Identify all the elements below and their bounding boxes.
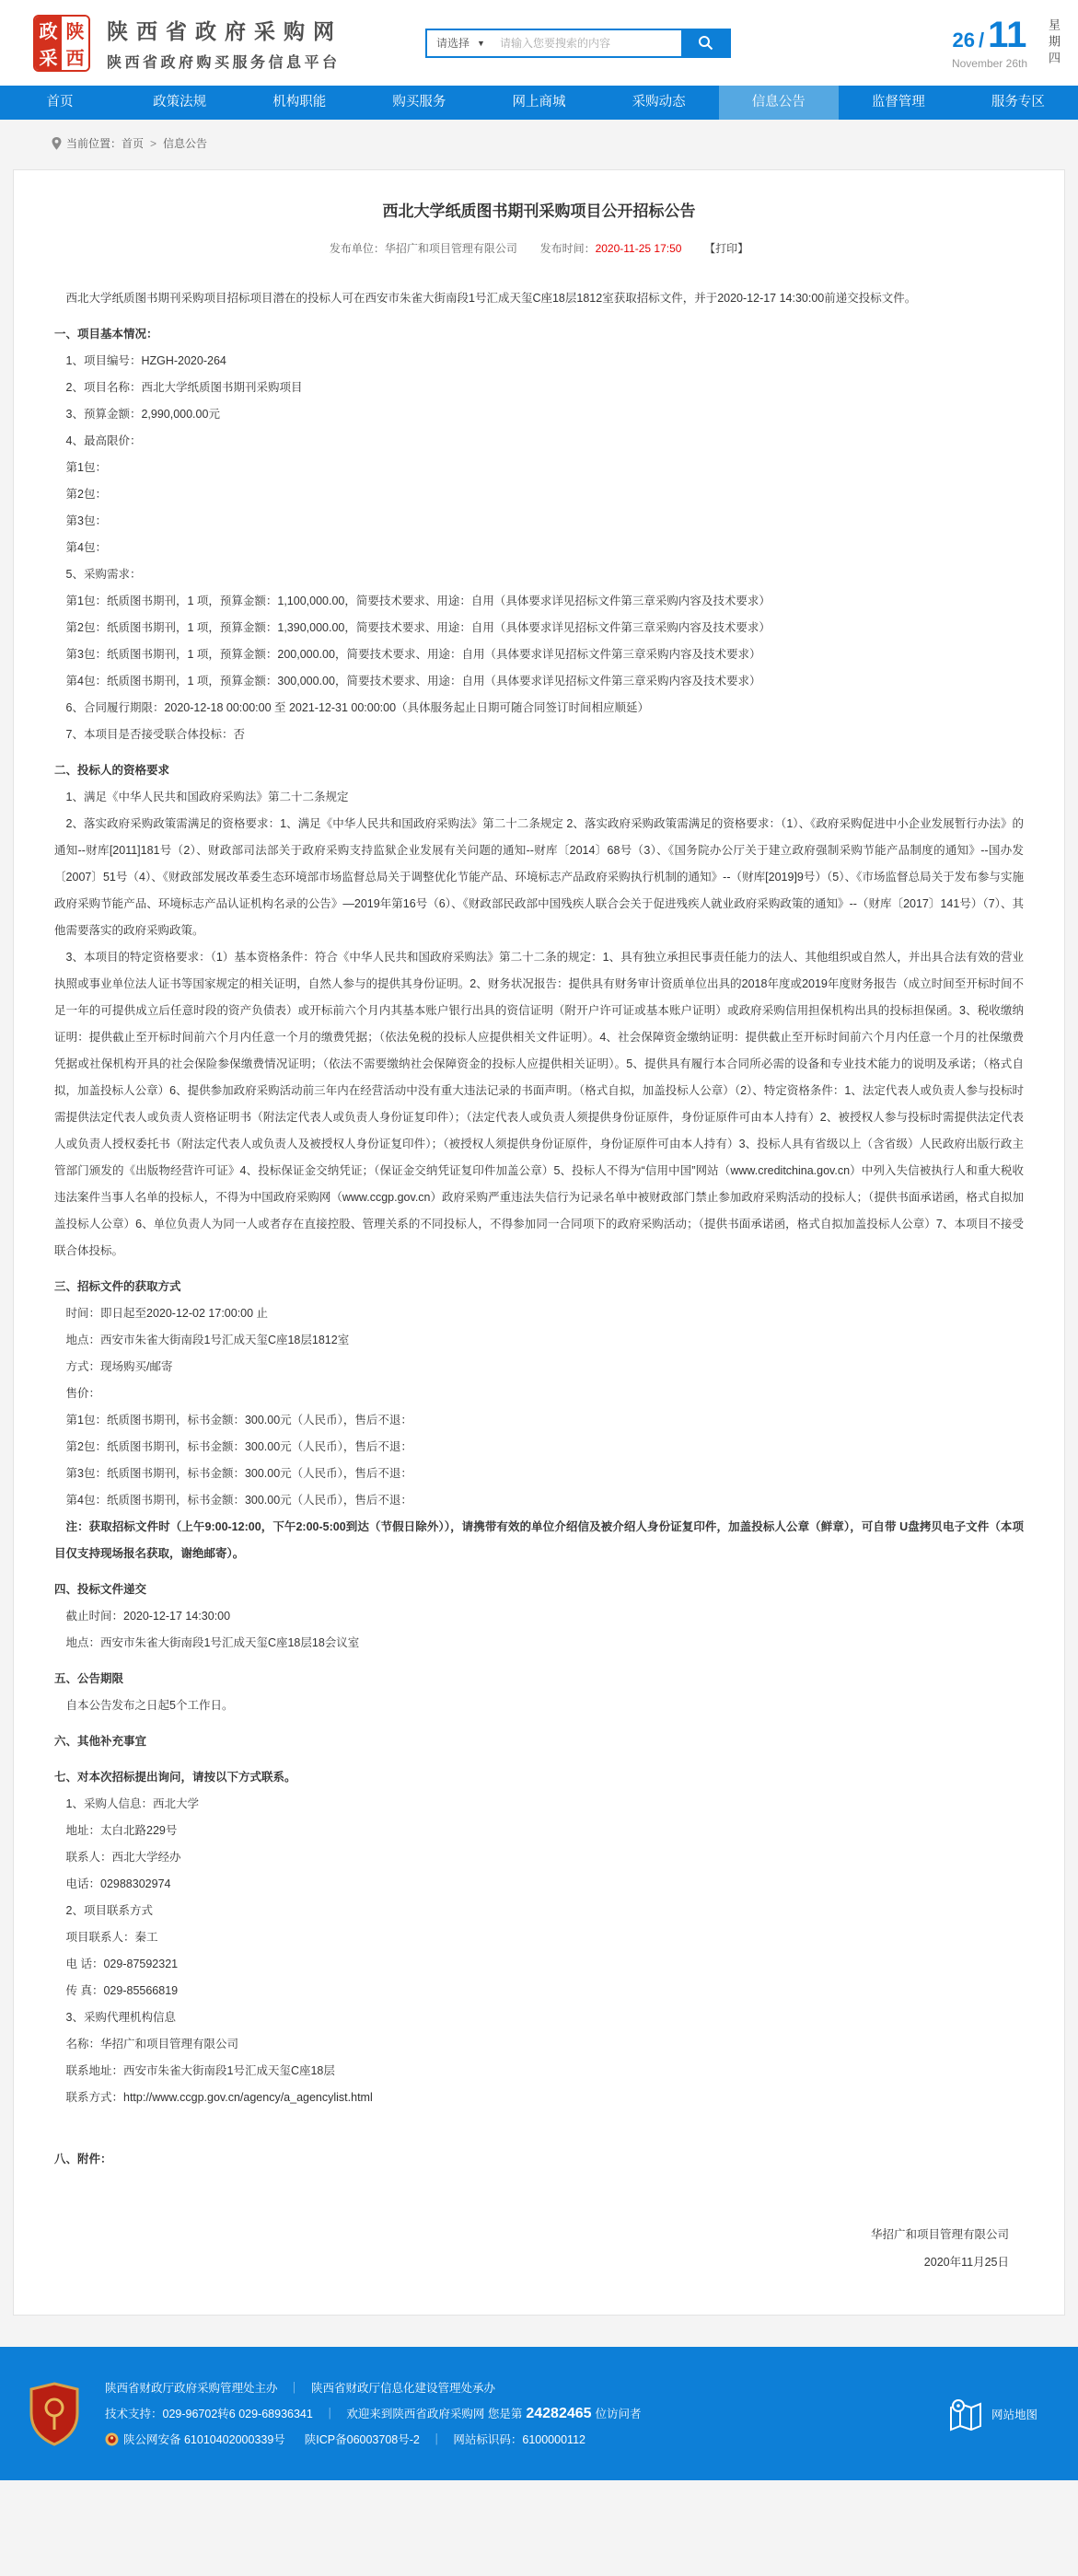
search-bar (425, 29, 731, 58)
section-heading: 三、招标文件的获取方式 (54, 1280, 181, 1293)
body-line: 3、本项目的特定资格要求：（1）基本资格条件：符合《中华人民共和国政府采购法》第二十二条的规定：1、具有独立承担民事责任能力的法人、其他组织或自然人，并出具合法有效的营业执照或事业单位法人证书等国家规定的相关证明，自然人参与的提供其身份证明。2、财务状况报告：提供具有财务审计资质单位出具的2018年度或2019年度财务报告（成立时间至开标时间不足一年的可提供成立后任意时段的资产负债表）或开标前六个月内其基本账户银行出具的资信证明（附开户许可证或基本账户证明）或政府采购信用担保机构出具的投标担保函。3、税收缴纳证明：提供截止至开标时间前六个月内任意一个月的缴费凭据；（依法免税的投标人应提供相关文件证明）。4、社会保障资金缴纳证明：提供截止至开标时间前六个月内任意一个月的社保缴费凭据或社保机构开具的社会保险参保缴费情况证明；（依法不需要缴纳社会保障资金的投标人应提供相关证明）。5、提供具有履行本合同所必需的设备和专业技术能力的说明及承诺；（格式自拟，加盖投标人公章）6、提供参加政府采购活动前三年内在经营活动中没有重大违法记录的书面声明。（格式自拟，加盖投标人公章）（2）、特定资格条件：1、法定代表人或负责人参与投标时需提供法定代表人或负责人资格证明书（附法定代表人或负责人身份证复印件）；（法定代表人或负责人须提供身份证原件，身份证原件可由本人持有）2、被授权人参与投标时需提供法定代表人或负责人授权委托书（附法定代表人或负责人及被授权人身份证复印件）；（被授权人须提供身份证原件，身份证原件可由本人持有）3、投标人具有省级以上（含省级）人民政府出版行政主管部门颁发的《出版物经营许可证》4、投标保证金交纳凭证；（保证金交纳凭证复印件加盖公章）5、投标人不得为“信用中国”网站（www.creditchina.gov.cn）中列入失信被执行人和重大税收违法案件当事人名单的投标人，不得为中国政府采购网（www.ccgp.gov.cn）政府采购严重违法失信行为记录名单中被财政部门禁止参加政府采购活动的投标人；（提供书面承诺函，格式自拟加盖投标人公章）6、单位负责人为同一人或者存在直接控股、管理关系的不同投标人，不得参加同一合同项下的政府采购活动；（提供书面承诺函，格式自拟加盖投标人公章）7、本项目不接受联合体投标。 (54, 951, 1024, 1257)
date-english: November 26th (951, 56, 1027, 70)
footer-tech-support: 技术支持：029-96702转6 029-68936341 (105, 2407, 313, 2420)
icp-record-number[interactable]: 陕ICP备06003708号-2 (304, 2432, 420, 2446)
nav-item-supervision[interactable]: 监督管理 (871, 95, 925, 110)
body-line: 名称：华招广和项目管理有限公司 (65, 2038, 239, 2050)
body-line: 截止时间：2020-12-17 14:30:00 (65, 1610, 231, 1623)
logo-char: 西 (62, 43, 88, 70)
sitemap-link[interactable] (947, 2397, 1037, 2432)
date-month: 11 (988, 14, 1027, 55)
body-line: 3、采购代理机构信息 (65, 2011, 176, 2024)
body-line: 7、本项目是否接受联合体投标：否 (65, 728, 245, 741)
footer-line-2 (105, 2401, 642, 2427)
weekday-label: 星期四 (1047, 17, 1061, 68)
body-line: 西北大学纸质图书期刊采购项目招标项目潜在的投标人可在西安市朱雀大街南段1号汇成天玺C座18层1812室获取招标文件，并于2020-12-17 14:30:00前递交投标文件。 (65, 292, 917, 305)
section-heading: 八、附件： (54, 2153, 112, 2166)
body-line: 第4包：纸质图书期刊，1 项，预算金额：300,000.00，简要技术要求、用途：自用（具体要求详见招标文件第三章采购内容及技术要求） (65, 675, 761, 687)
date-slash: / (979, 28, 985, 52)
body-line: 地点：西安市朱雀大街南段1号汇成天玺C座18层18会议室 (65, 1636, 360, 1649)
page-title: 西北大学纸质图书期刊采购项目公开招标公告 (382, 202, 696, 220)
nav-item-online-mall[interactable]: 网上商城 (512, 95, 566, 110)
nav-item-purchase-service[interactable]: 购买服务 (392, 95, 446, 110)
search-select-label: 请选择 (436, 37, 470, 50)
body-line: 时间：即日起至2020-12-02 17:00:00 止 (65, 1307, 269, 1320)
breadcrumb-prefix: 当前位置： (66, 137, 122, 150)
body-line: 4、最高限价： (65, 434, 142, 447)
body-line: 地点：西安市朱雀大街南段1号汇成天玺C座18层1812室 (65, 1334, 350, 1346)
nav-item-home[interactable]: 首页 (46, 95, 74, 110)
site-title: 陕西省政府采购网 (107, 18, 342, 43)
body-line: 第2包：纸质图书期刊，标书金额：300.00元（人民币），售后不退： (65, 1440, 412, 1453)
body-line: 2、项目名称：西北大学纸质图书期刊采购项目 (65, 381, 303, 394)
body-line: 联系地址：西安市朱雀大街南段1号汇成天玺C座18层 (65, 2064, 335, 2077)
nav-item-service-zone[interactable]: 服务专区 (991, 95, 1045, 110)
search-icon (698, 35, 713, 51)
signoff-block (14, 2221, 1064, 2276)
search-button[interactable] (681, 30, 729, 56)
body-line: 项目联系人：秦工 (65, 1931, 158, 1944)
body-line: 第3包： (65, 514, 107, 527)
section-heading: 一、项目基本情况： (54, 328, 158, 341)
site-identification-code: 网站标识码：6100000112 (453, 2432, 585, 2446)
body-line: 第4包： (65, 541, 107, 554)
section-heading: 六、其他补充事宜 (54, 1735, 147, 1748)
announcement-body (14, 285, 1064, 2173)
nav-item-functions[interactable]: 机构职能 (272, 95, 327, 110)
body-line: 售价： (65, 1387, 101, 1400)
site-footer (0, 2347, 1078, 2480)
publish-time-value: 2020-11-25 17:50 (595, 242, 682, 255)
sitemap-label: 网站地图 (991, 2408, 1037, 2421)
footer-emblem (28, 2382, 81, 2446)
breadcrumb-current[interactable]: 信息公告 (163, 137, 208, 150)
body-line: 第3包：纸质图书期刊，1 项，预算金额：200,000.00，简要技术要求、用途：自用（具体要求详见招标文件第三章采购内容及技术要求） (65, 648, 761, 661)
security-record-number[interactable]: 陕公网安备 61010402000339号 (123, 2432, 285, 2446)
footer-separator: ｜ (323, 2407, 336, 2420)
footer-line-3 (105, 2427, 642, 2453)
body-line: 2、落实政府采购政策需满足的资格要求：1、满足《中华人民共和国政府采购法》第二十二条规定 2、落实政府采购政策需满足的资格要求：（1）、《政府采购促进中小企业发展暂行办法》的通知--财库[2011]181号（2）、财政部司法部关于政府采购支持监狱企业发展有关问题的通知--财库〔2014〕68号（3）、《国务院办公厅关于建立政府强制采购节能产品制度的通知》--国办发〔2007〕51号（4）、《财政部发展改革委生态环境部市场监督总局关于调整优化节能产品、环境标志产品政府采购执行机制的通知》--（财库[2019]9号）（5）、《市场监督总局关于发布参与实施政府采购节能产品、环境标志产品认证机构名录的公告》—2019年第16号（6）、《财政部民政部中国残疾人联合会关于促进残疾人就业政府采购政策的通知》--（财库〔2017〕141号）（7）、其他需要落实的政府采购政策。 (54, 817, 1024, 937)
signoff-date: 2020年11月25日 (923, 2256, 1009, 2269)
chevron-down-icon: ▼ (477, 38, 485, 48)
body-line: 5、采购需求： (65, 568, 142, 581)
nav-item-policy[interactable]: 政策法规 (153, 95, 207, 110)
body-line: 第2包： (65, 488, 107, 501)
search-category-select[interactable] (427, 30, 493, 56)
footer-separator: ｜ (288, 2381, 301, 2395)
logo-char: 陕 (62, 17, 88, 43)
nav-item-info-notice[interactable]: 信息公告 (719, 86, 839, 120)
footer-separator: ｜ (430, 2432, 443, 2446)
footer-text (105, 2375, 642, 2453)
footer-line-1 (105, 2375, 642, 2401)
body-line: 6、合同履行期限：2020-12-18 00:00:00 至 2021-12-31 00:00:00（具体服务起止日期可随合同签订时间相应顺延） (65, 701, 650, 714)
section-heading: 四、投标文件递交 (54, 1583, 147, 1596)
footer-organizer: 陕西省财政厅政府采购管理处主办 (105, 2381, 278, 2395)
site-header (0, 0, 1078, 86)
body-line: 传 真：029-85566819 (65, 1984, 179, 1997)
publish-time-label: 发布时间： (539, 242, 596, 255)
body-line: 1、采购人信息：西北大学 (65, 1797, 199, 1810)
body-line: 第1包：纸质图书期刊，标书金额：300.00元（人民币），售后不退： (65, 1414, 412, 1427)
body-line: 3、预算金额：2,990,000.00元 (65, 408, 220, 421)
body-line: 联系人：西北大学经办 (65, 1851, 181, 1864)
publisher-name: 华招广和项目管理有限公司 (384, 242, 517, 255)
breadcrumb-separator: > (150, 136, 157, 150)
logo-char: 政 (35, 17, 62, 43)
body-line: 1、项目编号：HZGH-2020-264 (65, 354, 226, 367)
body-line: 第1包： (65, 461, 107, 474)
section-heading: 七、对本次招标提出询问，请按以下方式联系。 (54, 1771, 296, 1784)
site-names (107, 15, 342, 72)
police-badge-icon (105, 2432, 119, 2446)
body-line: 第3包：纸质图书期刊，标书金额：300.00元（人民币），售后不退： (65, 1467, 412, 1480)
body-line: 2、项目联系方式 (65, 1904, 153, 1917)
body-line: 电话：02988302974 (65, 1877, 171, 1890)
body-line: 注：获取招标文件时（上午9:00-12:00，下午2:00-5:00到达（节假日除外）），请携带有效的单位介绍信及被介绍人身份证复印件，加盖投标人公章（鲜章），可自带 U盘拷贝电子文件（本项目仅支持现场报名获取，谢绝邮寄）。 (54, 1520, 1024, 1560)
site-subtitle: 陕西省政府购买服务信息平台 (107, 54, 341, 71)
main-nav (0, 86, 1078, 120)
sitemap-map-icon (947, 2397, 984, 2432)
body-line: 电 话：029-87592321 (65, 1958, 179, 1970)
publisher-label: 发布单位： (329, 242, 385, 255)
footer-visitor-suffix: 位访问者 (595, 2407, 642, 2420)
body-line: 第1包：纸质图书期刊，1 项，预算金额：1,100,000.00，简要技术要求、用途：自用（具体要求详见招标文件第三章采购内容及技术要求） (65, 595, 771, 607)
footer-welcome: 欢迎来到陕西省政府采购网 您是第 (346, 2407, 523, 2420)
body-line: 第4包：纸质图书期刊，标书金额：300.00元（人民币），售后不退： (65, 1494, 412, 1507)
signoff-company: 华招广和项目管理有限公司 (870, 2228, 1009, 2241)
site-logo[interactable] (33, 15, 90, 72)
section-heading: 二、投标人的资格要求 (54, 764, 170, 777)
footer-co-organizer: 陕西省财政厅信息化建设管理处承办 (311, 2381, 496, 2395)
body-line: 1、满足《中华人民共和国政府采购法》第二十二条规定 (65, 791, 349, 803)
breadcrumb-home-link[interactable]: 首页 (122, 137, 145, 150)
nav-item-procurement-news[interactable]: 采购动态 (632, 95, 686, 110)
date-numbers (952, 14, 1027, 55)
logo-char: 采 (35, 43, 62, 70)
body-line: 地址：太白北路229号 (65, 1824, 178, 1837)
breadcrumb (0, 120, 1078, 169)
section-heading: 五、公告期限 (54, 1672, 124, 1685)
body-line: 联系方式：http://www.ccgp.gov.cn/agency/a_agencylist.html (65, 2091, 373, 2104)
search-input[interactable] (493, 30, 681, 56)
date-block (951, 14, 1027, 70)
print-button[interactable]: 【打印】 (704, 242, 749, 255)
location-pin-icon (52, 137, 62, 150)
date-day: 26 (952, 28, 975, 52)
publish-info (14, 240, 1064, 256)
visitor-count: 24282465 (526, 2405, 592, 2421)
announcement-card (13, 169, 1065, 2316)
body-line: 第2包：纸质图书期刊，1 项，预算金额：1,390,000.00，简要技术要求、用途：自用（具体要求详见招标文件第三章采购内容及技术要求） (65, 621, 771, 634)
body-line: 方式：现场购买/邮寄 (65, 1360, 173, 1373)
body-line: 自本公告发布之日起5个工作日。 (65, 1699, 234, 1712)
